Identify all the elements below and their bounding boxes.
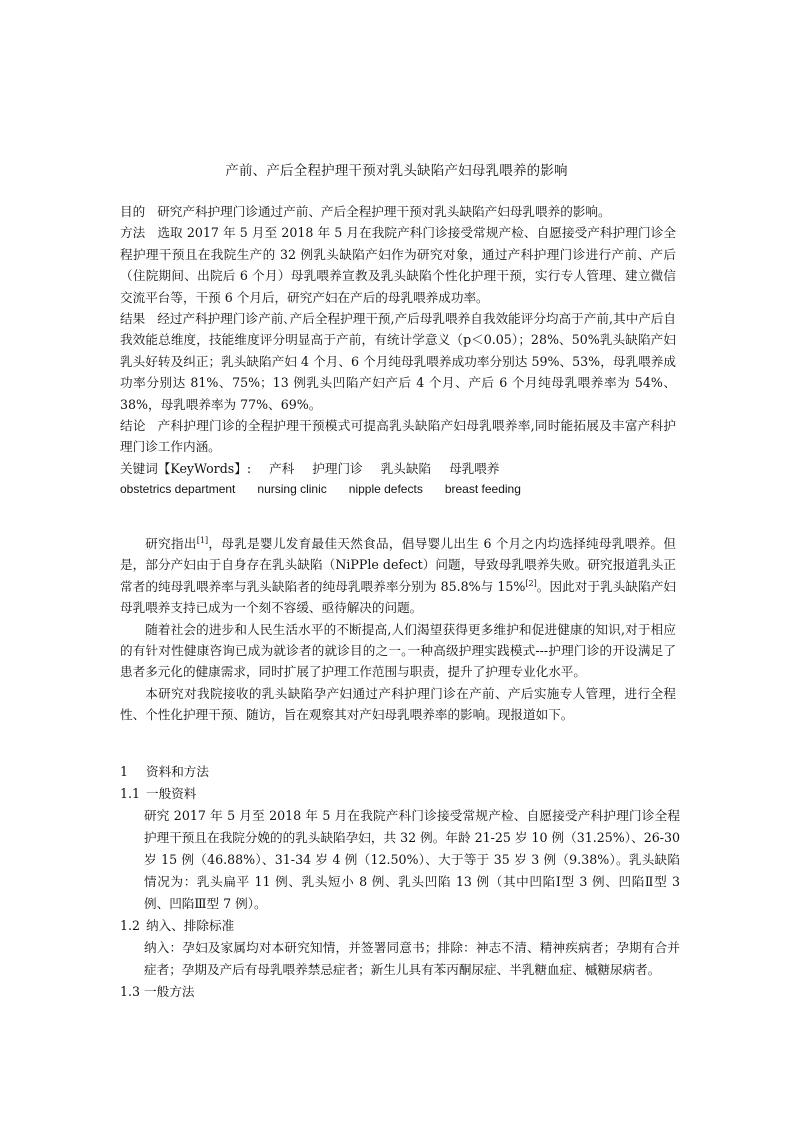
section-heading	[120, 761, 680, 783]
subsection-number: 1.1	[120, 786, 141, 801]
objective-label: 目的	[120, 204, 146, 219]
keyword-en: nursing clinic	[257, 482, 327, 497]
keyword: 乳头缺陷	[380, 460, 432, 476]
abstract-method	[120, 222, 676, 308]
intro-paragraph	[120, 533, 676, 619]
intro-text: 研究指出	[145, 536, 197, 551]
objective-text: 研究产科护理门诊通过产前、产后全程护理干预对乳头缺陷产妇母乳喂养的影响。	[157, 204, 611, 219]
introduction	[120, 533, 676, 726]
keyword-en: nipple defects	[348, 482, 423, 497]
citation: [2]	[525, 578, 537, 588]
intro-paragraph: 随着社会的进步和人民生活水平的不断提高,人们渴望获得更多维护和促进健康的知识,对于相应的有针对性健康咨询已成为就诊者的就诊目的之一｡一种高级护理实践模式---护理门诊的开设满足了患者多元化的健康需求，同时扩展了护理工作范围与职责，提升了护理专业化水平。	[120, 621, 676, 680]
method-label: 方法	[120, 225, 146, 241]
result-label: 结果	[120, 311, 146, 327]
section-title: 资料和方法	[146, 764, 209, 779]
subsection-heading: 1.3 一般方法	[120, 984, 195, 999]
subsection-heading	[120, 783, 680, 805]
keyword-en: breast feeding	[444, 482, 521, 497]
intro-paragraph: 本研究对我院接收的乳头缺陷孕产妇通过产科护理门诊在产前、产后实施专人管理，进行全程性、个性化护理干预、随访，旨在观察其对产妇母乳喂养率的影响。现报道如下。	[120, 685, 676, 723]
intro-text: ，母乳是婴儿发育最佳天然食品，倡导婴儿出生 6 个月之内均选择纯母乳喂养。但是，部分产妇由于自身存在乳头缺陷（NiPPle defect）问题，导致母乳喂养失败。研究报道乳头正常者的纯母乳喂养率与乳头缺陷者的纯母乳喂养率分别为 85.8%与 15%	[120, 536, 676, 594]
subsection-heading	[120, 915, 680, 937]
conclusion-text: 产科护理门诊的全程护理干预模式可提高乳头缺陷产妇母乳喂养率,同时能拓展及丰富产科护理门诊工作内涵。	[120, 418, 676, 455]
subsection-text: 纳入：孕妇及家属均对本研究知情，并签署同意书；排除：神志不清、精神疾病者；孕期有合并症者；孕期及产后有母乳喂养禁忌症者；新生儿具有苯丙酮尿症、半乳糖血症、槭糖尿病者。	[144, 940, 680, 977]
section-number: 1	[120, 764, 129, 779]
keywords-line	[120, 458, 676, 479]
keywords-english-line	[120, 479, 676, 500]
abstract-objective	[120, 201, 676, 222]
abstract	[120, 201, 676, 501]
result-text: 经过产科护理门诊产前､产后全程护理干预,产后母乳喂养自我效能评分均高于产前,其中产后自我效能总维度，技能维度评分明显高于产前，有统计学意义（p＜0.05）；28%、50%乳头缺陷产妇乳头好转及纠正；乳头缺陷产妇 4 个月、6 个月纯母乳喂养成功率分别达 59%、53%，母乳喂养成功率分别达 81%、75%；13 例乳头凹陷产妇产后 4 个月、产后 6 个月纯母乳喂养率为 54%、38%，母乳喂养率为 77%、69%。	[120, 311, 677, 412]
subsection-title: 纳入、排除标准	[146, 918, 235, 933]
abstract-conclusion	[120, 415, 676, 458]
keyword: 母乳喂养	[449, 460, 500, 476]
conclusion-label: 结论	[120, 418, 146, 434]
paper-title: 产前、产后全程护理干预对乳头缺陷产妇母乳喂养的影响	[225, 163, 568, 179]
section-1	[120, 761, 680, 1003]
keyword-en: obstetrics department	[120, 482, 236, 497]
intro-text: 。因此对于乳头缺陷产妇母乳喂养支持已成为一个刻不容缓、亟待解决的问题。	[120, 578, 677, 616]
keywords-label: 关键词【KeyWords】:	[120, 460, 252, 476]
subsection-title: 一般资料	[146, 786, 197, 801]
subsection-number: 1.2	[120, 918, 141, 933]
keyword: 护理门诊	[312, 460, 363, 476]
subsection-text: 研究 2017 年 5 月至 2018 年 5 月在我院产科门诊接受常规产检、自愿接受产科护理门诊全程护理干预且在我院分娩的的乳头缺陷孕妇，共 32 例。年龄 21-25 岁 10 例（31.25%）、26-30 岁 15 例（46.88%）、31-34 岁 4 例（12.50%）、大于等于 35 岁 3 例（9.38%）。乳头缺陷情况为：乳头扁平 11 例、乳头短小 8 例、乳头凹陷 13 例（其中凹陷Ⅰ型 3 例、凹陷Ⅱ型 3 例、凹陷Ⅲ型 7 例）。	[144, 808, 680, 911]
method-text: 选取 2017 年 5 月至 2018 年 5 月在我院产科门诊接受常规产检、自愿接受产科护理门诊全程护理干预且在我院生产的 32 例乳头缺陷产妇作为研究对象，通过产科护理门诊进行产前、产后（住院期间、出院后 6 个月）母乳喂养宣教及乳头缺陷个性化护理干预，实行专人管理、建立微信交流平台等，干预 6 个月后，研究产妇在产后的母乳喂养成功率。	[120, 225, 677, 305]
abstract-result	[120, 308, 676, 415]
citation: [1]	[196, 535, 209, 545]
keyword: 产科	[269, 460, 295, 476]
